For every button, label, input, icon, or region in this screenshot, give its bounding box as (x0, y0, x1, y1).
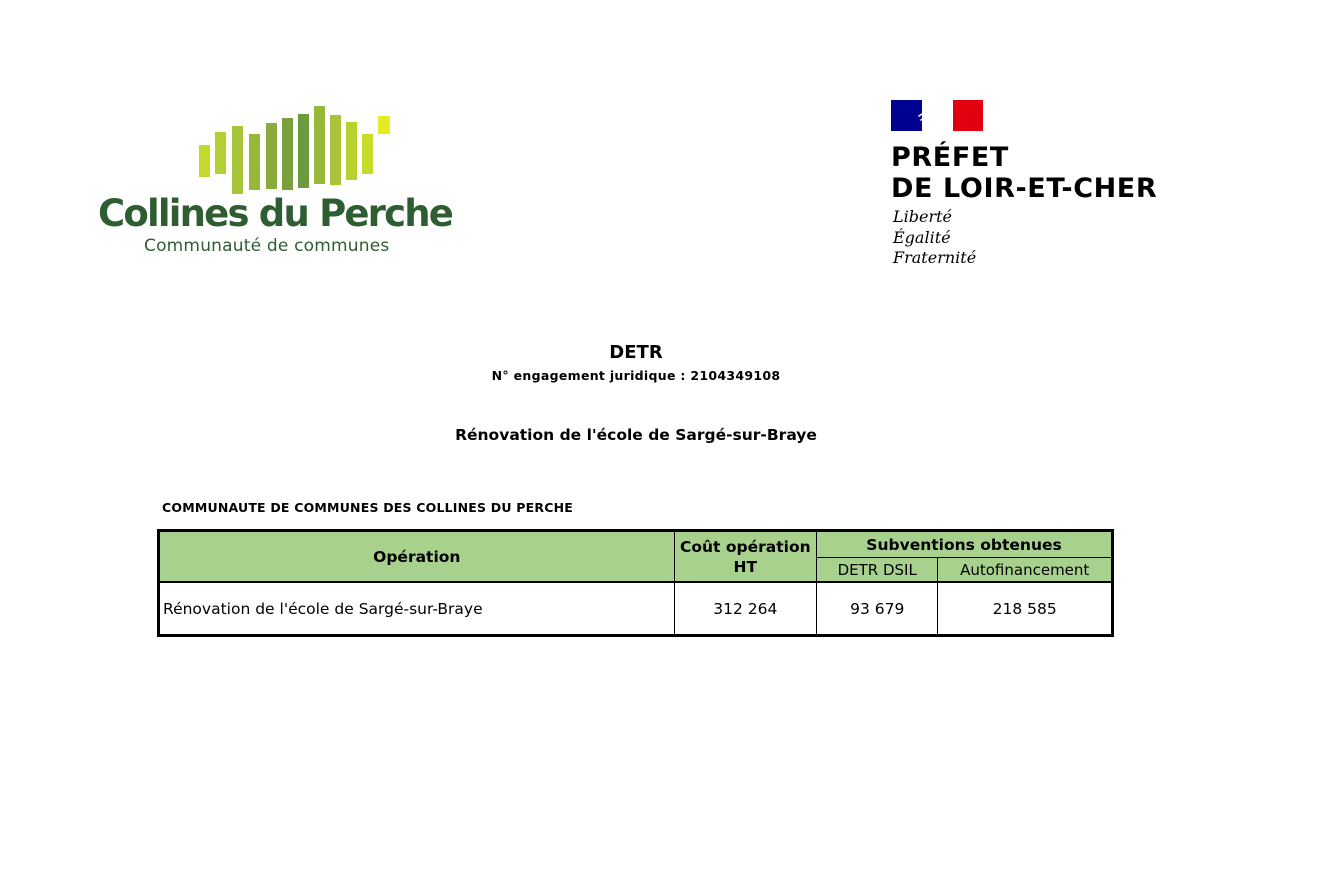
grant-table (157, 529, 1114, 637)
logo-bar (282, 118, 293, 190)
logo-bar (378, 116, 390, 134)
motto-liberte: Liberté (893, 207, 952, 226)
header-operation: Opération (159, 531, 675, 583)
header-detr-dsil: DETR DSIL (817, 558, 938, 583)
logo-bar (232, 126, 243, 194)
logo-bar (346, 122, 357, 180)
cell-operation: Rénovation de l'école de Sargé-sur-Braye (159, 582, 675, 636)
header-self-financing: Autofinancement (938, 558, 1113, 583)
logo-bar (249, 134, 260, 190)
motto-fraternite: Fraternité (893, 248, 977, 267)
prefet-logo (891, 100, 1211, 275)
prefet-title-line1: PRÉFET (891, 142, 1009, 173)
collines-du-perche-logo (98, 104, 498, 260)
table-header-row (159, 531, 1113, 558)
cell-detr-dsil: 93 679 (817, 582, 938, 636)
header-cost: Coût opération HT (674, 531, 816, 583)
beneficiary-name: COMMUNAUTE DE COMMUNES DES COLLINES DU PERCHE (162, 500, 573, 515)
header-grants-group: Subventions obtenues (817, 531, 1113, 558)
logo-name: Collines du Perche (98, 192, 453, 235)
cell-cost: 312 264 (674, 582, 816, 636)
logo-bar (330, 115, 341, 185)
logo-bars (98, 104, 498, 196)
prefet-title (891, 142, 1157, 204)
engagement-number: N° engagement juridique : 2104349108 (491, 368, 781, 383)
logo-bar (314, 106, 325, 184)
logo-bar (199, 145, 210, 177)
motto-egalite: Égalité (893, 227, 951, 247)
table-row (159, 582, 1113, 636)
project-title: Rénovation de l'école de Sargé-sur-Braye (455, 426, 817, 444)
logo-bar (298, 114, 309, 188)
document-title: DETR (609, 342, 663, 363)
prefet-title-line2: DE LOIR-ET-CHER (891, 173, 1158, 204)
marianne-profile-icon (913, 100, 961, 131)
logo-bar (266, 123, 277, 189)
logo-bar (215, 132, 226, 174)
cell-self-financing: 218 585 (938, 582, 1113, 636)
logo-subname: Communauté de communes (144, 236, 390, 256)
republic-motto (893, 207, 976, 269)
logo-bar (362, 134, 373, 174)
